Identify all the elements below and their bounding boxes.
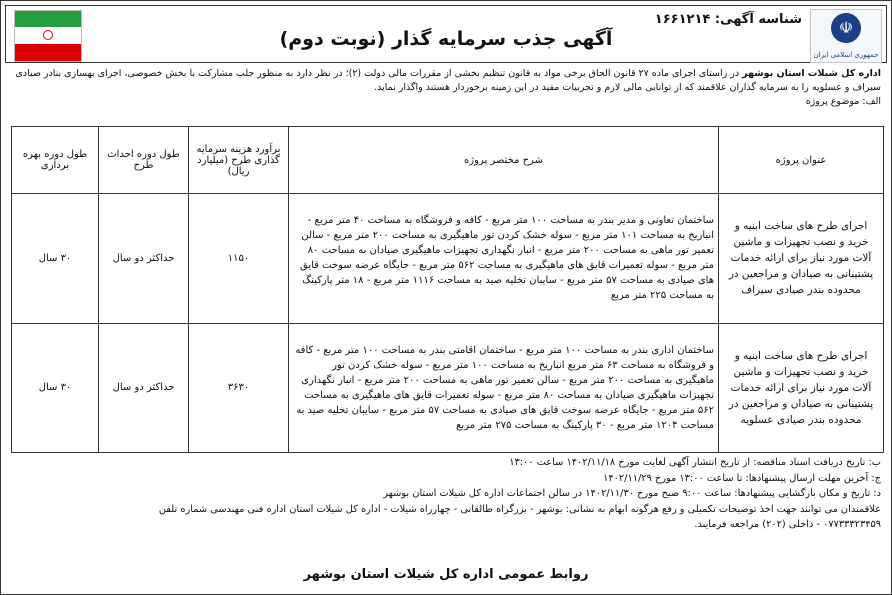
org-name: اداره کل شیلات استان بوشهر — [742, 68, 881, 79]
project-description: ساختمان اداری بندر به مساحت ۱۰۰ متر مربع - ساختمان اقامتی بندر به مساحت ۱۰۰ متر مربع - کافه و فروشگاه به مساحت ۶۳ متر مربع انباریخ به مساحت ۱۰۰ متر مربع - سوله خشک کردن تور ماهیگیری به مساحت ۲۰۰ متر مربع - سالن تعمیر تور ماهی به مساحت ۲۰۰ متر مربع - انبار نگهداری تجهیزات ماهیگیری صیادان به مساحت ۸۰ متر مربع - سوله تعمیرات قایق های ماهیگیری به مساحت ۵۶۲ متر مربع - جایگاه عرضه سوخت قایق های صیادی به مساحت ۵۷ متر مربع - سایبان تخلیه صید به مساحت ۱۲۰۴ متر مربع - ۳۰ پارکینگ به مساحت ۲۷۵ متر مربع — [289, 323, 719, 453]
header-operation: طول دوره بهره برداری — [12, 127, 99, 194]
header-construction: طول دوره احداث طرح — [99, 127, 189, 194]
emblem-caption: جمهوری اسلامی ایران — [813, 51, 879, 59]
footer-details — [11, 455, 881, 533]
project-construction: حداکثر دو سال — [99, 323, 189, 453]
section-a-heading: الف: موضوع پروژه — [805, 96, 881, 107]
intro-line-2: سیراف و عسلویه را به سرمایه گذاران علاقمند که از توانایی مالی لازم و تجربیات مفید در این زمینه برخوردار هستند واگذار نماید. — [374, 82, 881, 93]
footer-line-e2: ۰۷۷۳۳۳۲۳۴۵۹ - داخلی (۲۰۲) مراجعه فرمایند. — [694, 519, 881, 530]
intro-line-1: در راستای اجرای ماده ۲۷ قانون الحاق برخی مواد به قانون تنظیم بخشی از مقررات مالی دولت (۲)؛ در نظر دارد به منظور جلب مشارکت با بخش خصوصی، اجرای بهسازی بنادر صیادی — [15, 68, 740, 79]
projects-table — [11, 126, 884, 453]
footer-line-c: ج: آخرین مهلت ارسال پیشنهادها: تا ساعت ۱۳:۰۰ مورخ ۱۴۰۲/۱۱/۲۹ — [603, 472, 881, 484]
project-title: اجرای طرح های ساخت ابنیه و خرید و نصب تجهیزات و ماشین آلات مورد نیاز برای ارائه خدمات پشتیبانی به صیادان و مراجعین در محدوده بندر صیادی عسلویه — [719, 323, 884, 453]
header-title: عنوان پروژه — [719, 127, 884, 194]
project-cost: ۳۶۳۰ — [189, 323, 289, 453]
project-title: اجرای طرح های ساخت ابنیه و خرید و نصب تجهیزات و ماشین آلات مورد نیاز برای ارائه خدمات پشتیبانی به صیادان و مراجعین در محدوده بندر صیادی سیراف — [719, 194, 884, 324]
header-cost: برآورد هزینه سرمایه گذاری طرح (میلیارد ریال) — [189, 127, 289, 194]
table-header-row — [12, 127, 884, 194]
notice-id: شناسه آگهی: ۱۶۶۱۲۱۴ — [654, 12, 802, 27]
project-description: ساختمان تعاونی و مدیر بندر به مساحت ۱۰۰ متر مربع - کافه و فروشگاه به مساحت ۴۰ متر مربع - انباریخ به مساحت ۱۰۱ متر مربع - سوله خشک کردن تور ماهیگیری به مساحت ۲۰۰ متر مربع - سالن تعمیر تور ماهی به مساحت ۲۰۰ متر مربع - انبار نگهداری تجهیزات ماهیگیری صیادان به مساحت ۸۰ متر مربع - سوله تعمیرات قایق های ماهیگیری به مساحت ۵۶۲ متر مربع - جایگاه عرضه سوخت قایق های صیادی به مساحت ۵۷ متر مربع - سایبان تخلیه صید به مساحت ۱۱۱۶ متر مربع - ۱۸ متر پارکینگ به مساحت ۲۲۵ متر مربع — [289, 194, 719, 324]
page-title: آگهی جذب سرمایه گذار (نوبت دوم) — [279, 28, 613, 50]
intro-paragraph — [11, 67, 881, 109]
table-row — [12, 323, 884, 453]
project-operation: ۳۰ سال — [12, 323, 99, 453]
header-description: شرح مختصر پروژه — [289, 127, 719, 194]
project-cost: ۱۱۵۰ — [189, 194, 289, 324]
project-operation: ۳۰ سال — [12, 194, 99, 324]
iran-emblem-icon: ☫ جمهوری اسلامی ایران — [810, 9, 882, 63]
ad-header — [5, 5, 887, 63]
footer-line-e1: علاقمندان می توانند جهت اخذ توضیحات تکمیلی و رفع هرگونه ابهام به نشانی: بوشهر - بزرگراه طالقانی - چهارراه شیلات - اداره کل شیلات استان اداره فنی مهندسی شماره تلفن — [158, 503, 881, 515]
footer-line-d: د: تاریخ و مکان بازگشایی پیشنهادها: ساعت ۹:۰۰ صبح مورخ ۱۴۰۲/۱۱/۳۰ در سالن اجتماعات اداره کل شیلات استان بوشهر — [383, 488, 881, 499]
footer-line-b: ب: تاریخ دریافت اسناد مناقصه: از تاریخ انتشار آگهی لغایت مورخ ۱۴۰۲/۱۱/۱۸ ساعت ۱۳:۰۰ — [509, 457, 881, 468]
table-row — [12, 194, 884, 324]
project-construction: حداکثر دو سال — [99, 194, 189, 324]
iran-flag-icon — [14, 10, 82, 62]
signature: روابط عمومی اداره کل شیلات استان بوشهر — [303, 567, 589, 582]
